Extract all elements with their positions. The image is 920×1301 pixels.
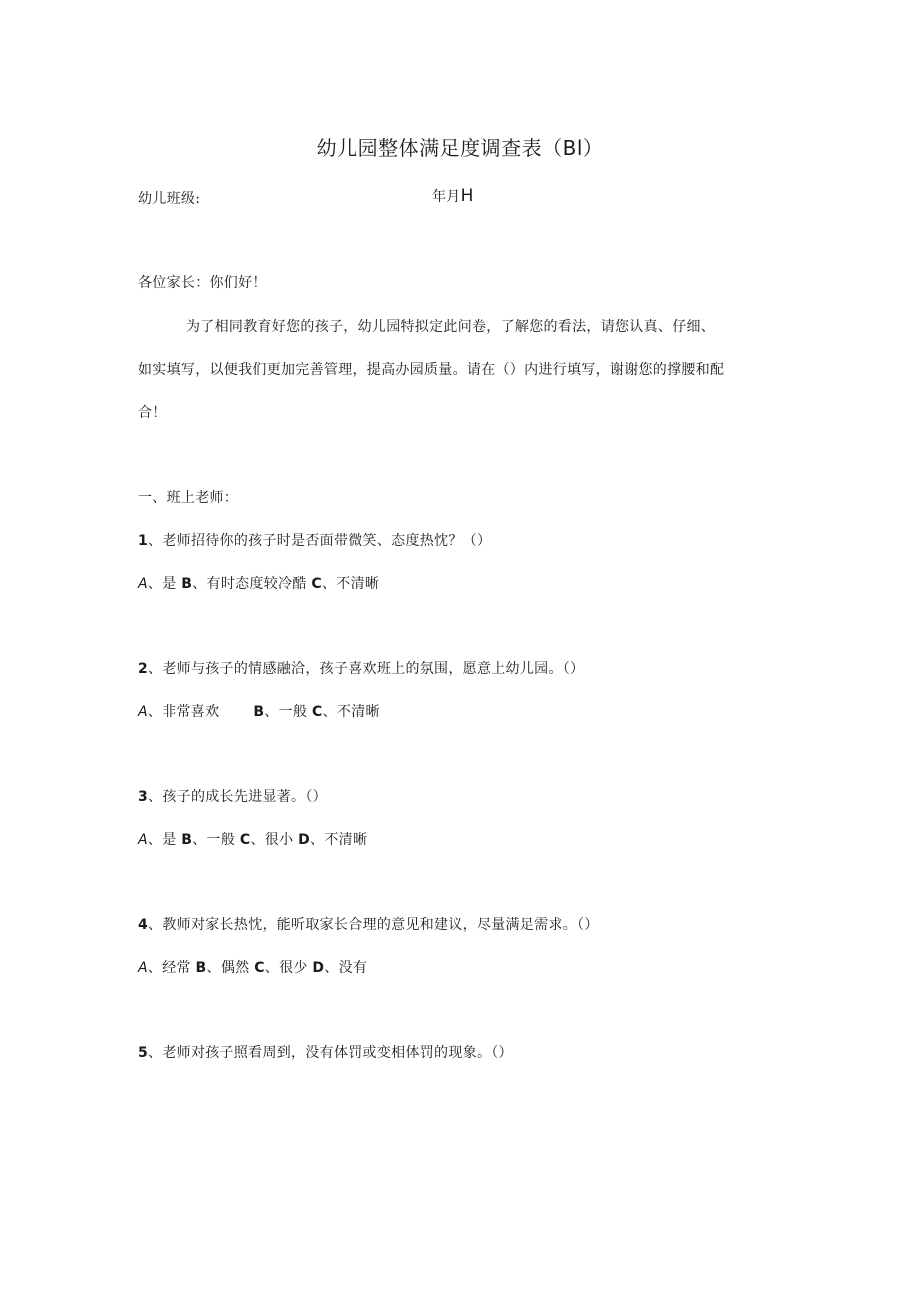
question-1-options (138, 573, 379, 593)
option-letter: B (195, 960, 207, 976)
option-text: 、一般 (192, 832, 240, 848)
option-text: 、很小 (250, 832, 299, 848)
question-4-options (138, 957, 367, 977)
option-letter: B (181, 576, 193, 592)
option-letter: A (138, 832, 148, 848)
question-text: 、老师招待你的孩子时是否面带微笑、态度热忱？（） (148, 533, 492, 549)
question-3 (138, 786, 327, 806)
greeting: 各位家长：你们好！ (138, 275, 267, 291)
option-letter: D (312, 960, 325, 976)
question-2 (138, 658, 584, 678)
option-letter: A (138, 960, 148, 976)
option-text: 、偶然 (206, 960, 255, 976)
option-text: 、有时态度较冷酷 (192, 576, 312, 592)
question-text: 、教师对家长热忱，能听取家长合理的意见和建议，尽量满足需求。（） (148, 917, 599, 933)
option-text: 、经常 (147, 960, 196, 976)
option-text: 、是 (147, 832, 182, 848)
option-letter: B (253, 704, 265, 720)
question-3-options (138, 829, 367, 849)
option-letter: D (298, 832, 311, 848)
question-text: 、孩子的成长先进显著。（） (148, 789, 327, 805)
option-text: 、非常喜欢 (147, 704, 220, 720)
question-2-options (138, 701, 380, 721)
question-number: 3 (138, 789, 149, 805)
question-number: 5 (138, 1045, 149, 1061)
question-number: 2 (138, 661, 149, 677)
option-text: 、没有 (324, 960, 368, 976)
date-label-text: 年月 (432, 189, 461, 205)
option-letter: A (138, 704, 148, 720)
date-suffix: H (460, 186, 474, 206)
option-letter: C (311, 576, 322, 592)
page-title: 幼儿园整体满足度调查表（Bl） (316, 136, 604, 160)
class-label: 幼儿班级: (138, 191, 201, 207)
option-letter: B (181, 832, 193, 848)
option-text: 、不清晰 (322, 704, 380, 720)
question-5 (138, 1042, 513, 1062)
option-text: 、是 (147, 576, 182, 592)
option-letter: C (254, 960, 265, 976)
option-letter: C (239, 832, 251, 848)
date-label (432, 186, 474, 206)
question-1 (138, 530, 491, 550)
question-4 (138, 914, 599, 934)
question-text: 、老师对孩子照看周到，没有体罚或变相体罚的现象。（） (148, 1045, 513, 1061)
question-text: 、老师与孩子的情感融洽，孩子喜欢班上的氛围，愿意上幼儿园。（） (148, 661, 585, 677)
option-text: 、不清晰 (321, 576, 380, 592)
question-number: 1 (138, 533, 149, 549)
option-letter: A (138, 576, 148, 592)
option-text: 、很少 (264, 960, 313, 976)
section-heading: 一、班上老师： (138, 490, 239, 506)
option-letter: C (312, 704, 323, 720)
intro-line-3: 合！ (138, 405, 167, 421)
intro-line-2: 如实填写，以便我们更加完善管理，提高办园质量。请在（）内进行填写，谢谢您的撑腰和配 (138, 362, 725, 378)
option-text: 、一般 (264, 704, 313, 720)
option-text: 、不清晰 (310, 832, 368, 848)
intro-line-1: 为了相同教育好您的孩子，幼儿园特拟定此问卷，了解您的看法，请您认真、仔细、 (186, 319, 716, 335)
question-number: 4 (138, 917, 149, 933)
